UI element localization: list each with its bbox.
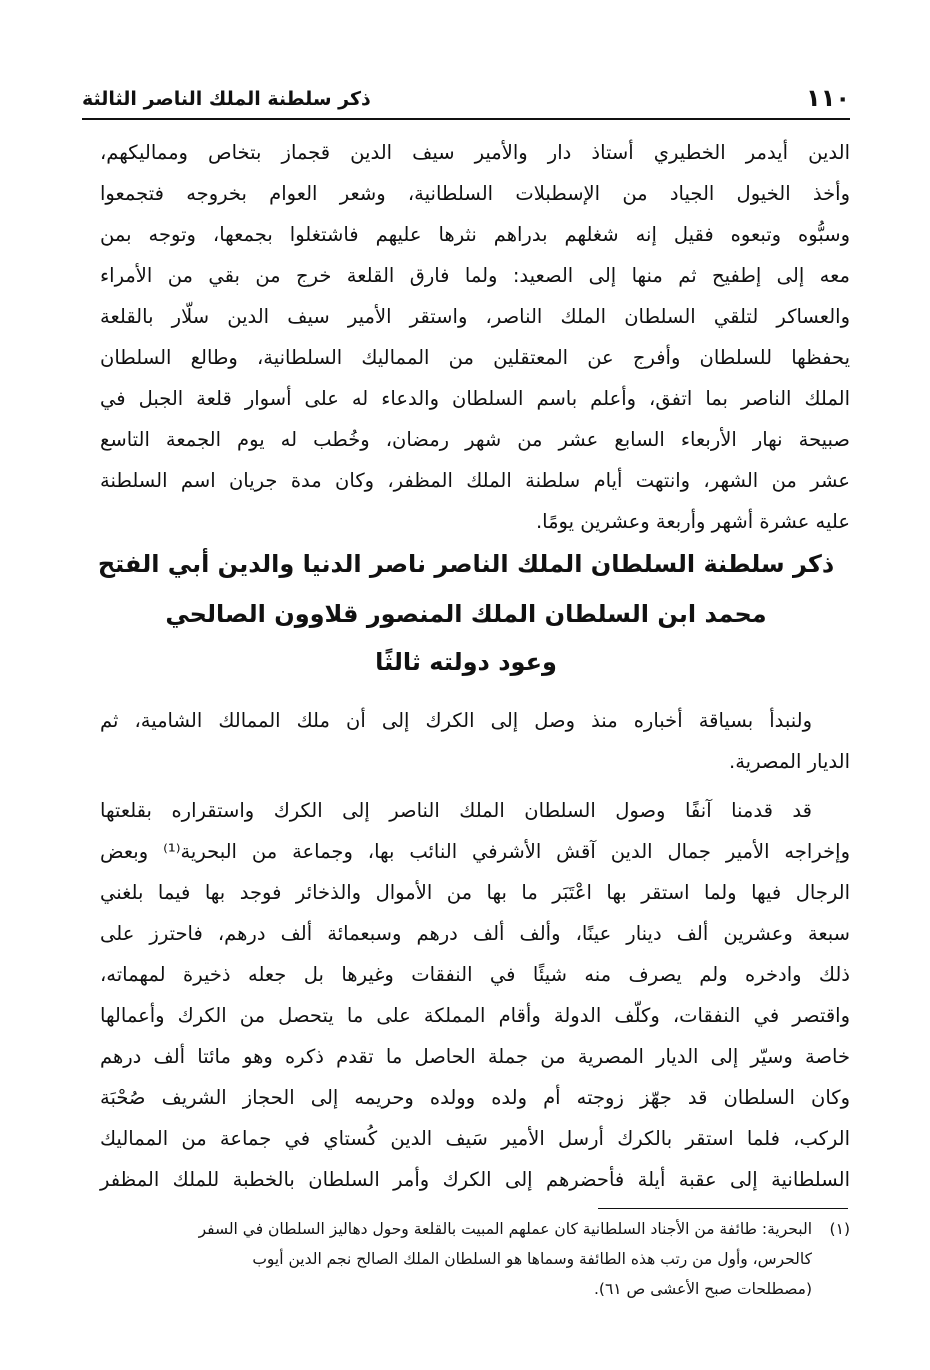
paragraph-1 xyxy=(100,132,850,542)
running-title: ذكر سلطنة الملك الناصر الثالثة xyxy=(82,88,371,110)
text-line: ذلك وادخره ولم يصرف منه شيئًا في النفقات وغيرها بل جعله ذخيرة لمهماته، xyxy=(100,963,850,986)
paragraph-3 xyxy=(100,790,850,1200)
text-line: خاصة وسيّر إلى الديار المصرية من جملة الحاصل ما تقدم ذكره وهو مائتا ألف درهم xyxy=(100,1045,850,1068)
text-line: وأخذ الخيول الجياد من الإسطبلات السلطانية، وشعر العوام بخروجه فتجمعوا xyxy=(100,182,850,205)
paragraph-2 xyxy=(100,700,850,782)
text-line: الرجال فيها ولما استقر بها اعْتَبَر ما بها من الأموال والذخائر فوجد بها فيما بلغني xyxy=(100,881,850,904)
footnote-divider xyxy=(598,1208,848,1209)
text-line: سبعة وعشرين ألف دينار عينًا، وألف ألف درهم وسبعمائة ألف درهم، فاحترز على xyxy=(100,922,850,945)
text-line: عليه عشرة أشهر وأربعة وعشرين يومًا. xyxy=(535,510,850,533)
page-number: ١١٠ xyxy=(806,84,850,112)
text-line: عشر من الشهر، وانتهت أيام سلطنة الملك المظفر، وكان مدة جريان اسم السلطنة xyxy=(100,469,850,492)
footnote-marker: (١) xyxy=(829,1220,850,1238)
text-line: وسبُّوه وتبعوه فقيل إنه شغلهم بدراهم نثرها عليهم فاشتغلوا بجمعها، وتوجه بمن xyxy=(100,223,850,246)
footnote-line: (مصطلحات صبح الأعشى ص ٦١). xyxy=(593,1280,812,1298)
chapter-heading-line-2: محمد ابن السلطان الملك المنصور قلاوون الصالحي xyxy=(165,600,767,628)
text-line: صبيحة نهار الأربعاء السابع عشر من شهر رمضان، وخُطب له يوم الجمعة التاسع xyxy=(100,428,850,451)
footnote-line xyxy=(98,1214,850,1244)
text-line: الدين أيدمر الخطيري أستاذ دار والأمير سيف الدين قجماز بتخاص ومماليكهم، xyxy=(100,141,850,164)
text-line: السلطانية إلى عقبة أيلة فأحضرهم إلى الكرك وأمر السلطان بالخطبة للملك المظفر xyxy=(100,1168,850,1191)
text-line: والعساكر لتلقي السلطان الملك الناصر، واستقر الأمير سيف الدين سلّار بالقلعة xyxy=(100,305,850,328)
running-header xyxy=(82,82,850,120)
text-line: الركب، فلما استقر بالكرك أرسل الأمير سَيف الدين كُستاي في جماعة من المماليك xyxy=(100,1127,850,1150)
text-line: معه إلى إطفيح ثم منها إلى الصعيد: ولما فارق القلعة خرج من بقي من الأمراء xyxy=(100,264,850,287)
text-line: قد قدمنا آنفًا وصول السلطان الملك الناصر إلى الكرك واستقراره بقلعتها xyxy=(100,799,812,822)
text-line: وكان السلطان قد جهّز زوجته أم ولده وولده وحريمه إلى الحجاز الشريف صُحْبَة xyxy=(100,1086,850,1109)
text-line: واقتصر في النفقات، وكلّف الدولة وأقام المملكة على ما يتحصل من الكرك وأعمالها xyxy=(100,1004,850,1027)
footnotes xyxy=(98,1214,850,1304)
text-line: يحفظها للسلطان وأفرج عن المعتقلين من المماليك السلطانية، وطالع السلطان xyxy=(100,346,850,369)
text-line: ولنبدأ بسياقة أخباره منذ وصل إلى الكرك إلى أن ملك الممالك الشامية، ثم xyxy=(100,709,812,732)
text-line: وإخراجه الأمير جمال الدين آقش الأشرفي النائب بها، وجماعة من البحرية⁽¹⁾ وبعض xyxy=(100,840,850,863)
footnote-line: كالحرس، وأول من رتب هذه الطائفة وسماها هو السلطان الملك الصالح نجم الدين أيوب xyxy=(252,1250,812,1268)
footnote-text: البحرية: طائفة من الأجناد السلطانية كان عملهم المبيت بالقلعة وحول دهاليز السلطان في السفر xyxy=(198,1220,812,1238)
text-line: الديار المصرية. xyxy=(729,750,850,773)
chapter-heading-line-1: ذكر سلطنة السلطان الملك الناصر ناصر الدنيا والدين أبي الفتح xyxy=(97,550,835,578)
chapter-heading-line-3: وعود دولته ثالثًا xyxy=(375,648,557,676)
text-line: الملك الناصر بما اتفق، وأعلم باسم السلطان والدعاء له على أسوار قلعة الجبل في xyxy=(100,387,850,410)
